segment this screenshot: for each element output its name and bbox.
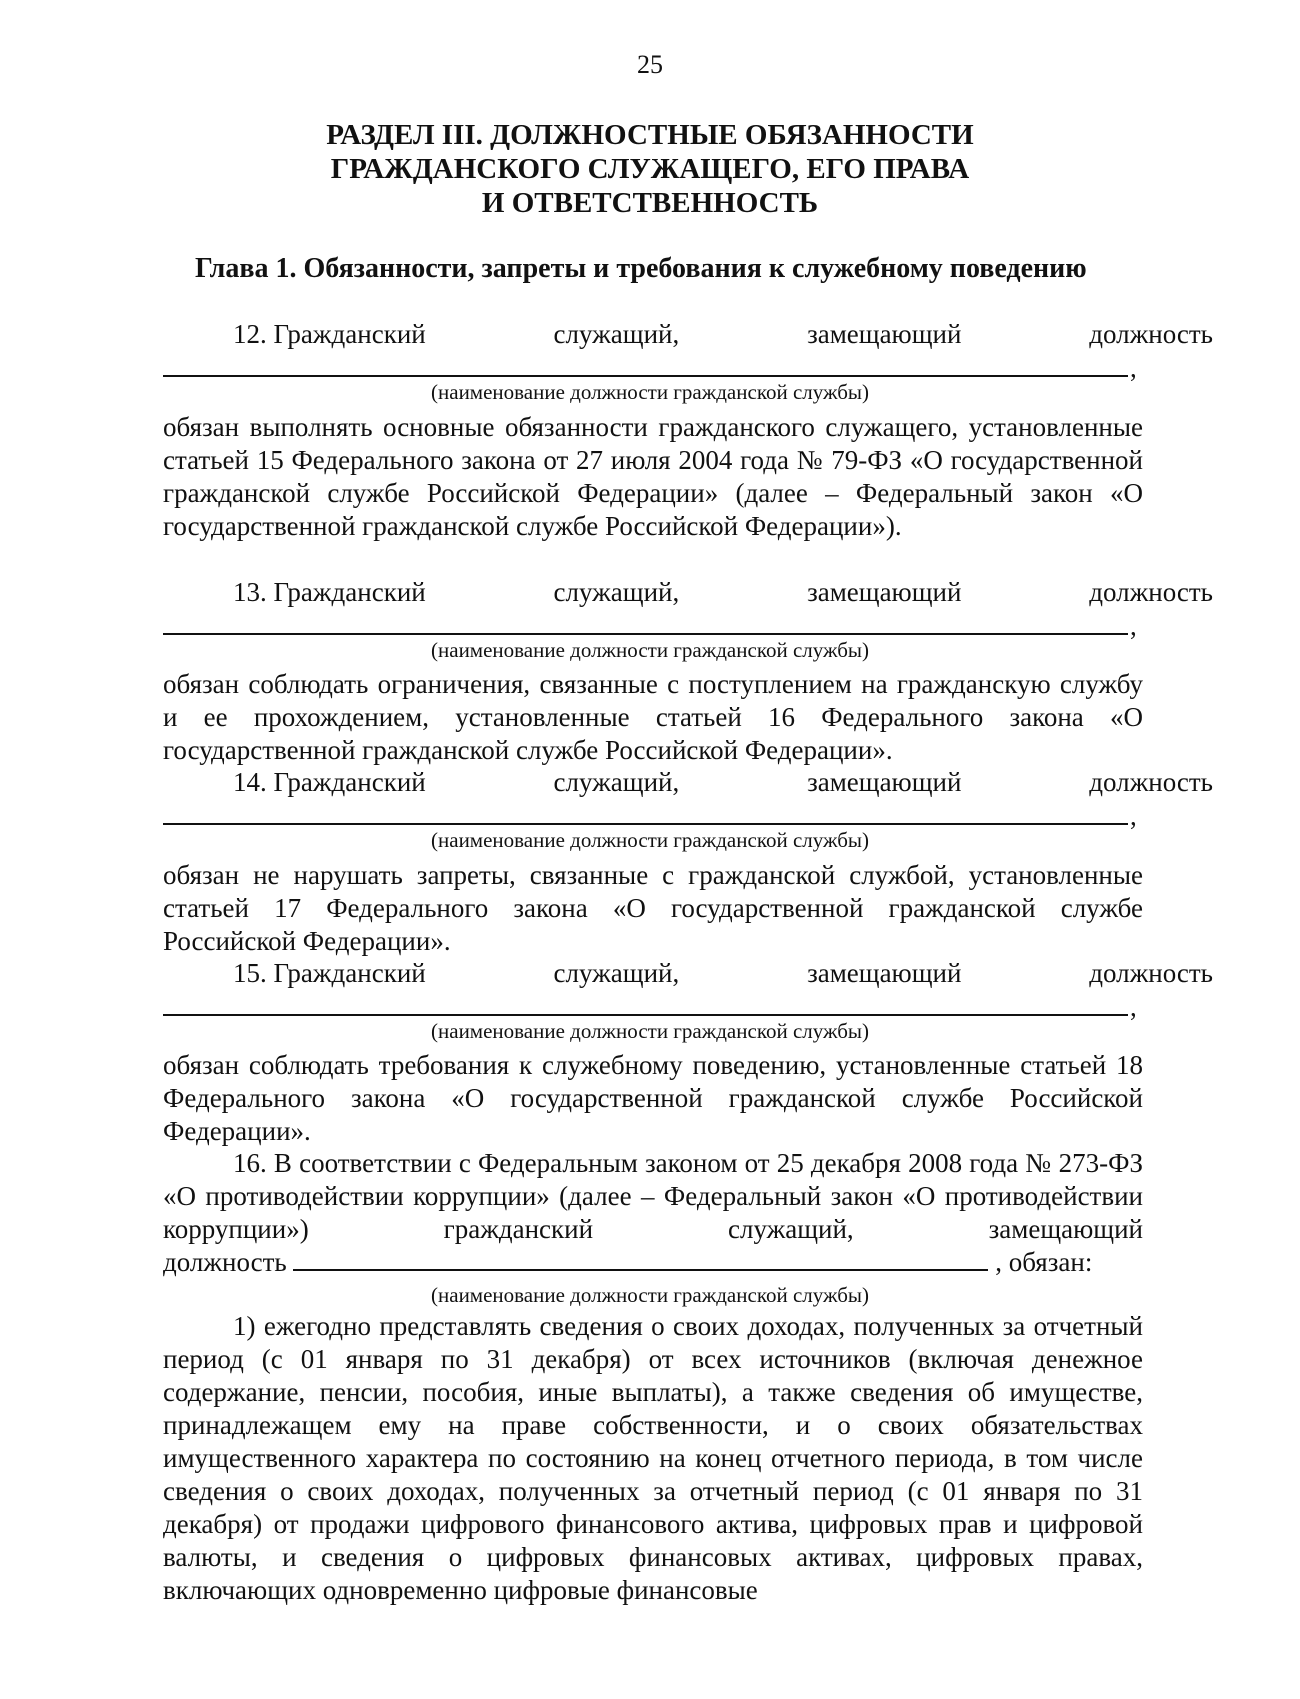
paragraph-12-body: обязан выполнять основные обязанности гражданского служащего, установленные статьей 15 Федерального закона от 27 июля 2004 года № 79-ФЗ «О государственной гражданской службе Российской Федерации» (далее – Федеральный закон «О государственной гражданской службе Российской Федерации»). [163, 412, 1143, 541]
comma: , [1130, 353, 1137, 383]
word: должность [163, 1247, 287, 1277]
comma: , [1130, 801, 1137, 831]
paragraph-12-head [163, 318, 1213, 351]
paragraph-16-tail [163, 1246, 1143, 1279]
paragraph-16-item-1: 1) ежегодно представлять сведения о своих доходах, полученных за отчетный период (с 01 января по 31 декабря) от всех источников (включая денежное содержание, пенсии, пособия, иные выплаты), а также сведения об имуществе, принадлежащем ему на праве собственности, и о своих обязательствах имущественного характера по состоянию на конец отчетного периода, в том числе сведения о своих доходах, полученных за отчетный период (с 01 января по 31 декабря) от продажи цифрового финансового актива, цифровых прав и цифровой валюты, и сведения о цифровых финансовых активах, цифровых правах, включающих одновременно цифровые финансовые [163, 1311, 1143, 1605]
word: должность [1089, 767, 1213, 797]
section-title-line-2: ГРАЖДАНСКОГО СЛУЖАЩЕГО, ЕГО ПРАВА [330, 153, 970, 185]
blank-caption: (наименование должности гражданской службы) [431, 1283, 869, 1307]
word: 14. Гражданский [233, 767, 426, 797]
word: служащий, [553, 958, 680, 988]
word: должность [1089, 958, 1213, 988]
paragraph-14-body: обязан не нарушать запреты, связанные с гражданской службой, установленные статьей 17 Федерального закона «О государственной гражданской службе Российской Федерации». [163, 860, 1143, 956]
paragraph-15-head [163, 957, 1213, 990]
section-title [0, 118, 1300, 220]
word: замещающий [807, 958, 962, 988]
blank-caption: (наименование должности гражданской службы) [431, 828, 869, 852]
word: замещающий [807, 319, 962, 349]
section-title-line-3: И ОТВЕТСТВЕННОСТЬ [481, 187, 819, 219]
word: должность [1089, 577, 1213, 607]
paragraph-13-body: обязан соблюдать ограничения, связанные с поступлением на гражданскую службу и ее прохождением, установленные статьей 16 Федерального закона «О государственной гражданской службе Российской Федерации». [163, 669, 1143, 765]
paragraph-14-head [163, 766, 1213, 799]
position-blank-line [293, 1247, 988, 1271]
word: служащий, [553, 577, 680, 607]
word: служащий, [553, 319, 680, 349]
paragraph-15-body: обязан соблюдать требования к служебному поведению, установленные статьей 18 Федерального закона «О государственной гражданской службе Российской Федерации». [163, 1050, 1143, 1146]
word: 13. Гражданский [233, 577, 426, 607]
paragraph-13-head [163, 576, 1213, 609]
comma: , [1130, 992, 1137, 1022]
position-blank-line [163, 633, 1128, 635]
section-title-line-1: РАЗДЕЛ III. ДОЛЖНОСТНЫЕ ОБЯЗАННОСТИ [326, 119, 974, 151]
position-blank-line [163, 823, 1128, 825]
chapter-title: Глава 1. Обязанности, запреты и требования к служебному поведению [195, 253, 1087, 284]
blank-caption: (наименование должности гражданской службы) [431, 380, 869, 404]
position-blank-line [163, 375, 1128, 377]
word: замещающий [807, 767, 962, 797]
comma: , [1130, 611, 1137, 641]
position-blank-line [163, 1014, 1128, 1016]
word: 15. Гражданский [233, 958, 426, 988]
paragraph-16-body: 16. В соответствии с Федеральным законом от 25 декабря 2008 года № 273-ФЗ «О противодействии коррупции» (далее – Федеральный закон «О противодействии коррупции») гражданский служащий, замещающий [163, 1148, 1143, 1244]
word: служащий, [553, 767, 680, 797]
blank-caption: (наименование должности гражданской службы) [431, 1019, 869, 1043]
word: должность [1089, 319, 1213, 349]
page-number: 25 [637, 50, 663, 79]
word: , обязан: [995, 1247, 1093, 1277]
word: замещающий [807, 577, 962, 607]
blank-caption: (наименование должности гражданской службы) [431, 638, 869, 662]
word: 12. Гражданский [233, 319, 426, 349]
